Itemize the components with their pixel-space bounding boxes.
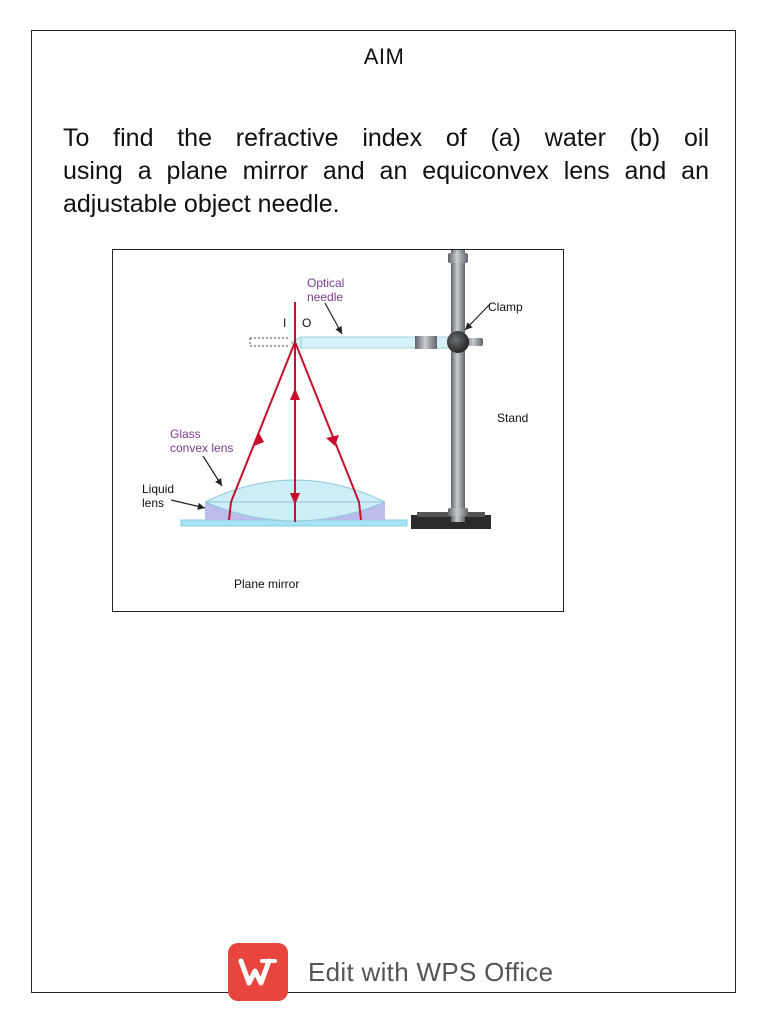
liquid-lens-label-line-1: Liquid xyxy=(142,482,175,496)
liquid-lens-label-line-2: lens xyxy=(142,496,165,510)
plane-mirror-label: Plane mirror xyxy=(234,577,300,591)
experiment-diagram xyxy=(112,249,564,612)
aim-line-3: adjustable object needle. xyxy=(63,190,340,218)
wps-watermark-text: Edit with WPS Office xyxy=(308,956,554,987)
aim-paragraph xyxy=(63,122,709,221)
glass-lens-label-line-2: convex lens xyxy=(170,441,234,455)
wps-logo-icon xyxy=(228,943,288,1001)
aim-line-1: To find the refractive index of (a) water (b) oil xyxy=(63,124,709,152)
stand-pole xyxy=(451,250,465,522)
aim-line-2: using a plane mirror and an equiconvex lens and an xyxy=(63,157,709,185)
image-marker-label: I xyxy=(283,316,287,330)
clamp-knob xyxy=(447,331,469,353)
wps-watermark[interactable] xyxy=(228,942,553,1002)
optical-needle-label xyxy=(307,276,344,304)
stand-label: Stand xyxy=(497,411,529,425)
page-title: AIM xyxy=(363,44,405,69)
optical-needle-label-line-2: needle xyxy=(307,290,344,304)
glass-convex-lens-label xyxy=(170,427,233,455)
glass-lens-label-line-1: Glass xyxy=(170,427,201,441)
optical-needle-label-line-1: Optical xyxy=(307,276,345,290)
object-marker-label: O xyxy=(302,316,312,330)
clamp-label: Clamp xyxy=(488,300,523,314)
liquid-lens-label xyxy=(142,482,174,510)
